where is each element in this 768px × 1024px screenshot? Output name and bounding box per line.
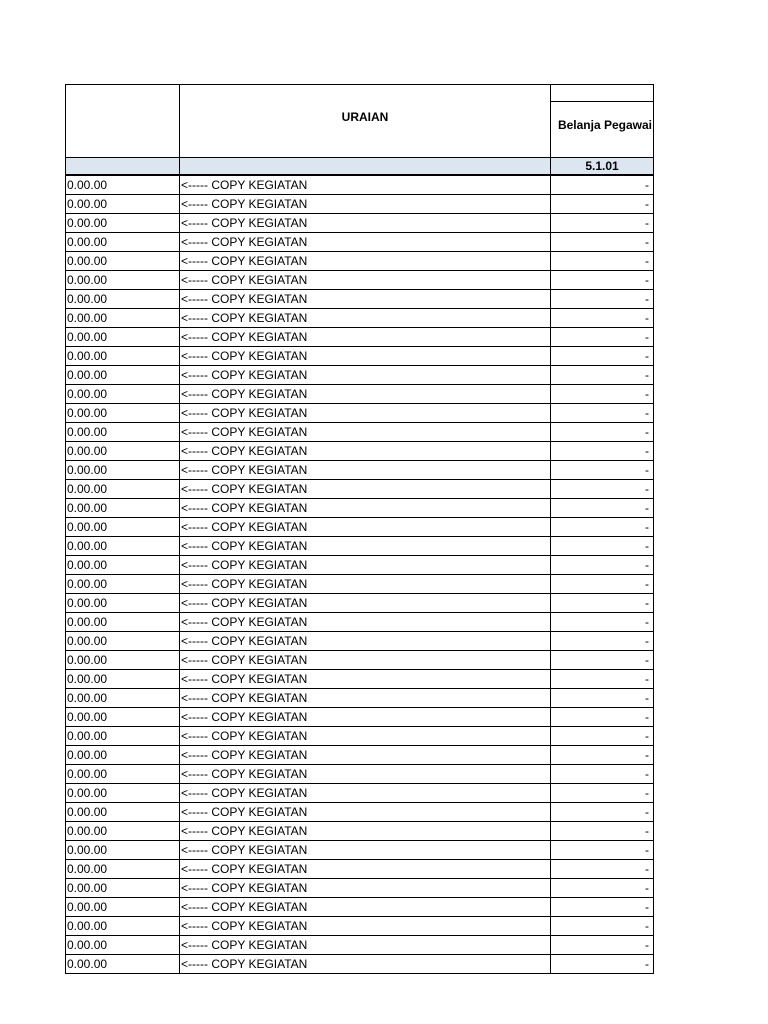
nilai-cell[interactable]: -: [551, 537, 654, 556]
table-row: [66, 860, 654, 879]
uraian-cell[interactable]: <----- COPY KEGIATAN: [180, 347, 551, 366]
table-row: [66, 271, 654, 290]
nilai-cell[interactable]: -: [551, 233, 654, 252]
uraian-cell[interactable]: <----- COPY KEGIATAN: [180, 841, 551, 860]
table-row: [66, 290, 654, 309]
budget-table: [65, 84, 654, 974]
table-row: [66, 689, 654, 708]
uraian-cell[interactable]: <----- COPY KEGIATAN: [180, 727, 551, 746]
table-row: [66, 499, 654, 518]
table-row: [66, 214, 654, 233]
table-row: [66, 328, 654, 347]
uraian-cell[interactable]: <----- COPY KEGIATAN: [180, 309, 551, 328]
nilai-cell[interactable]: -: [551, 290, 654, 309]
table-row: [66, 746, 654, 765]
nilai-cell[interactable]: -: [551, 575, 654, 594]
header-kode-cell[interactable]: [66, 85, 180, 158]
kode-cell[interactable]: 0.00.00: [66, 556, 180, 575]
uraian-cell[interactable]: <----- COPY KEGIATAN: [180, 936, 551, 955]
code-row: [66, 158, 654, 176]
uraian-cell[interactable]: <----- COPY KEGIATAN: [180, 765, 551, 784]
uraian-cell[interactable]: <----- COPY KEGIATAN: [180, 651, 551, 670]
kode-cell[interactable]: 0.00.00: [66, 175, 180, 195]
kode-cell[interactable]: 0.00.00: [66, 936, 180, 955]
table-row: [66, 594, 654, 613]
belanja-pegawai-label: Belanja Pegawai: [557, 118, 652, 132]
table-row: [66, 518, 654, 537]
kode-cell[interactable]: 0.00.00: [66, 651, 180, 670]
uraian-cell[interactable]: <----- COPY KEGIATAN: [180, 518, 551, 537]
uraian-cell[interactable]: <----- COPY KEGIATAN: [180, 575, 551, 594]
kode-cell[interactable]: 0.00.00: [66, 385, 180, 404]
nilai-cell[interactable]: -: [551, 366, 654, 385]
table-row: [66, 575, 654, 594]
nilai-cell[interactable]: -: [551, 803, 654, 822]
uraian-cell[interactable]: <----- COPY KEGIATAN: [180, 613, 551, 632]
nilai-cell[interactable]: -: [551, 746, 654, 765]
nilai-cell[interactable]: -: [551, 917, 654, 936]
kode-cell[interactable]: 0.00.00: [66, 613, 180, 632]
uraian-cell[interactable]: <----- COPY KEGIATAN: [180, 233, 551, 252]
table-row: [66, 537, 654, 556]
table-row: [66, 898, 654, 917]
uraian-cell[interactable]: <----- COPY KEGIATAN: [180, 499, 551, 518]
kode-cell[interactable]: 0.00.00: [66, 347, 180, 366]
uraian-cell[interactable]: <----- COPY KEGIATAN: [180, 442, 551, 461]
table-row: [66, 613, 654, 632]
table-row: [66, 252, 654, 271]
nilai-cell[interactable]: -: [551, 689, 654, 708]
table-row: [66, 347, 654, 366]
code-uraian-cell[interactable]: [180, 158, 551, 176]
kode-cell[interactable]: 0.00.00: [66, 898, 180, 917]
uraian-cell[interactable]: <----- COPY KEGIATAN: [180, 746, 551, 765]
spreadsheet: [65, 84, 653, 974]
table-row: [66, 480, 654, 499]
nilai-cell[interactable]: -: [551, 309, 654, 328]
uraian-cell[interactable]: <----- COPY KEGIATAN: [180, 252, 551, 271]
table-row: [66, 366, 654, 385]
uraian-cell[interactable]: <----- COPY KEGIATAN: [180, 670, 551, 689]
nilai-cell[interactable]: -: [551, 898, 654, 917]
kode-cell[interactable]: 0.00.00: [66, 271, 180, 290]
kode-cell[interactable]: 0.00.00: [66, 309, 180, 328]
kode-cell[interactable]: 0.00.00: [66, 955, 180, 974]
nilai-cell[interactable]: -: [551, 936, 654, 955]
uraian-cell[interactable]: <----- COPY KEGIATAN: [180, 537, 551, 556]
table-row: [66, 309, 654, 328]
kode-cell[interactable]: 0.00.00: [66, 404, 180, 423]
table-row: [66, 708, 654, 727]
uraian-cell[interactable]: <----- COPY KEGIATAN: [180, 480, 551, 499]
kode-cell[interactable]: 0.00.00: [66, 879, 180, 898]
header-belanja-cell[interactable]: [551, 85, 654, 158]
uraian-cell[interactable]: <----- COPY KEGIATAN: [180, 594, 551, 613]
table-row: [66, 442, 654, 461]
table-row: [66, 175, 654, 195]
table-row: [66, 632, 654, 651]
uraian-cell[interactable]: <----- COPY KEGIATAN: [180, 175, 551, 195]
kode-cell[interactable]: 0.00.00: [66, 461, 180, 480]
table-row: [66, 784, 654, 803]
table-row: [66, 556, 654, 575]
kode-cell[interactable]: 0.00.00: [66, 442, 180, 461]
kode-cell[interactable]: 0.00.00: [66, 594, 180, 613]
kode-cell[interactable]: 0.00.00: [66, 252, 180, 271]
uraian-cell[interactable]: <----- COPY KEGIATAN: [180, 860, 551, 879]
kode-cell[interactable]: 0.00.00: [66, 746, 180, 765]
table-row: [66, 936, 654, 955]
uraian-cell[interactable]: <----- COPY KEGIATAN: [180, 423, 551, 442]
kode-cell[interactable]: 0.00.00: [66, 632, 180, 651]
table-row: [66, 727, 654, 746]
kode-cell[interactable]: 0.00.00: [66, 366, 180, 385]
nilai-cell[interactable]: -: [551, 784, 654, 803]
nilai-cell[interactable]: -: [551, 841, 654, 860]
uraian-cell[interactable]: <----- COPY KEGIATAN: [180, 917, 551, 936]
nilai-cell[interactable]: -: [551, 442, 654, 461]
table-row: [66, 233, 654, 252]
table-row: [66, 955, 654, 974]
kode-cell[interactable]: 0.00.00: [66, 765, 180, 784]
kode-cell[interactable]: 0.00.00: [66, 195, 180, 214]
kode-cell[interactable]: 0.00.00: [66, 423, 180, 442]
nilai-cell[interactable]: -: [551, 175, 654, 195]
nilai-cell[interactable]: -: [551, 252, 654, 271]
kode-cell[interactable]: 0.00.00: [66, 480, 180, 499]
uraian-cell[interactable]: <----- COPY KEGIATAN: [180, 803, 551, 822]
header-row: [66, 85, 654, 158]
kode-cell[interactable]: 0.00.00: [66, 708, 180, 727]
uraian-cell[interactable]: <----- COPY KEGIATAN: [180, 366, 551, 385]
kode-cell[interactable]: 0.00.00: [66, 214, 180, 233]
uraian-cell[interactable]: <----- COPY KEGIATAN: [180, 708, 551, 727]
table-row: [66, 765, 654, 784]
nilai-cell[interactable]: -: [551, 461, 654, 480]
nilai-cell[interactable]: -: [551, 632, 654, 651]
kode-cell[interactable]: 0.00.00: [66, 290, 180, 309]
kode-cell[interactable]: 0.00.00: [66, 670, 180, 689]
table-row: [66, 841, 654, 860]
table-row: [66, 385, 654, 404]
kode-cell[interactable]: 0.00.00: [66, 727, 180, 746]
kode-cell[interactable]: 0.00.00: [66, 860, 180, 879]
belanja-code-cell[interactable]: 5.1.01: [551, 158, 654, 176]
nilai-cell[interactable]: -: [551, 328, 654, 347]
kode-cell[interactable]: 0.00.00: [66, 917, 180, 936]
nilai-cell[interactable]: -: [551, 214, 654, 233]
table-row: [66, 423, 654, 442]
table-row: [66, 803, 654, 822]
nilai-cell[interactable]: -: [551, 708, 654, 727]
uraian-cell[interactable]: <----- COPY KEGIATAN: [180, 632, 551, 651]
nilai-cell[interactable]: -: [551, 271, 654, 290]
nilai-cell[interactable]: -: [551, 860, 654, 879]
nilai-cell[interactable]: -: [551, 765, 654, 784]
nilai-cell[interactable]: -: [551, 385, 654, 404]
uraian-cell[interactable]: <----- COPY KEGIATAN: [180, 822, 551, 841]
uraian-cell[interactable]: <----- COPY KEGIATAN: [180, 556, 551, 575]
table-row: [66, 822, 654, 841]
table-row: [66, 917, 654, 936]
nilai-cell[interactable]: -: [551, 879, 654, 898]
uraian-cell[interactable]: <----- COPY KEGIATAN: [180, 784, 551, 803]
uraian-cell[interactable]: <----- COPY KEGIATAN: [180, 461, 551, 480]
nilai-cell[interactable]: -: [551, 195, 654, 214]
uraian-cell[interactable]: <----- COPY KEGIATAN: [180, 404, 551, 423]
nilai-cell[interactable]: -: [551, 594, 654, 613]
uraian-cell[interactable]: <----- COPY KEGIATAN: [180, 290, 551, 309]
table-row: [66, 879, 654, 898]
nilai-cell[interactable]: -: [551, 670, 654, 689]
nilai-cell[interactable]: -: [551, 518, 654, 537]
code-kode-cell[interactable]: [66, 158, 180, 176]
nilai-cell[interactable]: -: [551, 556, 654, 575]
uraian-cell[interactable]: <----- COPY KEGIATAN: [180, 955, 551, 974]
nilai-cell[interactable]: -: [551, 347, 654, 366]
kode-cell[interactable]: 0.00.00: [66, 822, 180, 841]
uraian-cell[interactable]: <----- COPY KEGIATAN: [180, 328, 551, 347]
nilai-cell[interactable]: -: [551, 480, 654, 499]
uraian-cell[interactable]: <----- COPY KEGIATAN: [180, 195, 551, 214]
kode-cell[interactable]: 0.00.00: [66, 518, 180, 537]
kode-cell[interactable]: 0.00.00: [66, 803, 180, 822]
uraian-label: URAIAN: [341, 110, 389, 124]
nilai-cell[interactable]: -: [551, 822, 654, 841]
table-row: [66, 670, 654, 689]
nilai-cell[interactable]: -: [551, 727, 654, 746]
uraian-cell[interactable]: <----- COPY KEGIATAN: [180, 214, 551, 233]
kode-cell[interactable]: 0.00.00: [66, 328, 180, 347]
kode-cell[interactable]: 0.00.00: [66, 575, 180, 594]
nilai-cell[interactable]: -: [551, 613, 654, 632]
header-belanja-top: [551, 85, 653, 102]
table-row: [66, 461, 654, 480]
nilai-cell[interactable]: -: [551, 499, 654, 518]
table-row: [66, 651, 654, 670]
nilai-cell[interactable]: -: [551, 955, 654, 974]
uraian-cell[interactable]: <----- COPY KEGIATAN: [180, 271, 551, 290]
uraian-cell[interactable]: <----- COPY KEGIATAN: [180, 879, 551, 898]
kode-cell[interactable]: 0.00.00: [66, 499, 180, 518]
nilai-cell[interactable]: -: [551, 404, 654, 423]
kode-cell[interactable]: 0.00.00: [66, 784, 180, 803]
nilai-cell[interactable]: -: [551, 651, 654, 670]
table-row: [66, 404, 654, 423]
header-uraian-cell[interactable]: [180, 85, 551, 158]
nilai-cell[interactable]: -: [551, 423, 654, 442]
kode-cell[interactable]: 0.00.00: [66, 689, 180, 708]
table-row: [66, 195, 654, 214]
uraian-cell[interactable]: <----- COPY KEGIATAN: [180, 689, 551, 708]
kode-cell[interactable]: 0.00.00: [66, 233, 180, 252]
uraian-cell[interactable]: <----- COPY KEGIATAN: [180, 898, 551, 917]
uraian-cell[interactable]: <----- COPY KEGIATAN: [180, 385, 551, 404]
kode-cell[interactable]: 0.00.00: [66, 841, 180, 860]
kode-cell[interactable]: 0.00.00: [66, 537, 180, 556]
